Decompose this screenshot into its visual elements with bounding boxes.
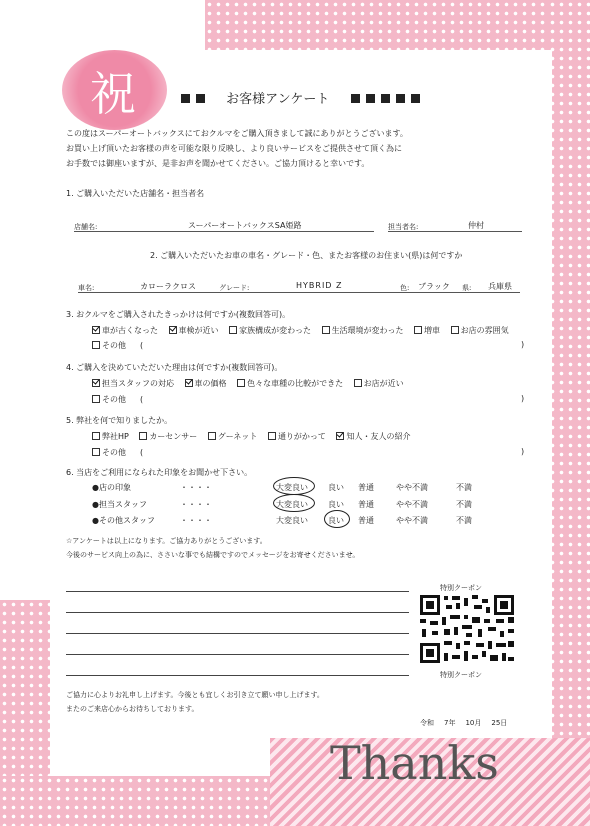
checkbox-icon — [414, 326, 422, 334]
date-era: 令和 — [420, 719, 434, 727]
option-label: 車の価格 — [194, 379, 227, 388]
option-label: 車が古くなった — [102, 326, 158, 335]
option-label: 色々な車種の比較ができた — [247, 379, 344, 388]
checkbox-icon — [92, 395, 100, 403]
rating-row-label: ●店の印象 — [92, 483, 131, 492]
checkbox-icon — [208, 432, 216, 440]
rating-option[interactable]: 良い — [328, 500, 344, 509]
option-label: 通りがかって — [277, 432, 326, 441]
rating-option[interactable]: やや不満 — [396, 483, 428, 492]
q3-paren-close: ) — [521, 340, 525, 349]
option[interactable] — [268, 432, 326, 441]
date-day: 25日 — [491, 719, 508, 727]
message-line[interactable] — [66, 612, 409, 613]
checkbox-checked-icon — [185, 379, 193, 387]
message-line[interactable] — [66, 633, 409, 634]
rating-option[interactable]: 大変良い — [276, 483, 308, 492]
staff-label: 担当者名: — [388, 223, 419, 231]
date-month: 10月 — [465, 719, 482, 727]
thanks-text: Thanks — [330, 736, 499, 790]
end-note: ☆アンケートは以上になります。ご協力ありがとうございます。 — [66, 537, 267, 545]
message-line[interactable] — [66, 654, 409, 655]
option[interactable] — [92, 326, 158, 335]
checkbox-checked-icon — [92, 326, 100, 334]
shop-label: 店舗名: — [74, 223, 98, 231]
option-label: お店が近い — [363, 379, 404, 388]
option[interactable] — [185, 379, 227, 388]
checkbox-icon — [229, 326, 237, 334]
selected-rating-circle — [273, 477, 315, 495]
q5-options — [92, 431, 418, 442]
checkbox-icon — [237, 379, 245, 387]
selected-rating-circle — [324, 510, 350, 528]
other-label: その他 — [102, 341, 126, 350]
rating-option[interactable]: 不満 — [456, 516, 472, 525]
car-label: 車名: — [78, 284, 95, 292]
checkbox-icon — [354, 379, 362, 387]
option[interactable] — [139, 432, 197, 441]
option-label: 家族構成が変わった — [239, 326, 312, 335]
square-icon — [411, 94, 420, 103]
square-icon — [181, 94, 190, 103]
intro-line-3: お手数では御座いますが、是非お声を聞かせてください。ご協力頂けると幸いです。 — [66, 159, 370, 168]
checkbox-icon — [92, 341, 100, 349]
q5-paren-close: ) — [521, 447, 525, 456]
option-label: 知人・友人の紹介 — [346, 432, 411, 441]
coupon-label-top: 特別クーポン — [440, 584, 482, 592]
paren-open: ( — [140, 341, 144, 350]
q1-title: 1. ご購入いただいた店舗名・担当者名 — [66, 189, 205, 198]
q5-title: 5. 弊社を何で知りましたか。 — [66, 416, 173, 425]
option[interactable] — [237, 379, 343, 388]
rating-row-label: ●その他スタッフ — [92, 516, 155, 525]
q3-title: 3. おクルマをご購入されたきっかけは何ですか(複数回答可)。 — [66, 310, 291, 319]
option[interactable] — [229, 326, 311, 335]
dots: ・・・・ — [180, 483, 212, 492]
checkbox-icon — [451, 326, 459, 334]
square-icon — [381, 94, 390, 103]
option-label: 弊社HP — [102, 432, 129, 441]
rating-option[interactable]: やや不満 — [396, 516, 428, 525]
page-title: お客様アンケート — [226, 92, 330, 107]
pref-label: 県: — [462, 284, 472, 292]
q4-paren-close: ) — [521, 394, 525, 403]
rating-option[interactable]: 良い — [328, 483, 344, 492]
grade-value: HYBRID Z — [296, 281, 343, 290]
option[interactable] — [322, 326, 404, 335]
checkbox-checked-icon — [92, 379, 100, 387]
staff-value: 仲村 — [468, 221, 484, 230]
checkbox-icon — [322, 326, 330, 334]
message-request: 今後のサービス向上の為に、ささいな事でも結構ですのでメッセージをお寄せくださいませ。 — [66, 551, 360, 559]
grade-label: グレード: — [219, 284, 250, 292]
badge-text: 祝 — [90, 67, 136, 121]
rating-option[interactable]: 普通 — [358, 483, 374, 492]
q4-options — [92, 378, 412, 389]
checkbox-icon — [139, 432, 147, 440]
option[interactable] — [169, 326, 219, 335]
option-label: お店の雰囲気 — [460, 326, 509, 335]
other-label: その他 — [102, 448, 126, 457]
paren-open: ( — [140, 395, 144, 404]
rating-option[interactable]: 不満 — [456, 483, 472, 492]
coupon-label-bottom: 特別クーポン — [440, 671, 482, 679]
date-year: 7年 — [444, 719, 456, 727]
rating-scale-row — [276, 515, 472, 526]
closing-line-1: ご協力に心よりお礼申し上げます。今後とも宜しくお引き立て願い申し上げます。 — [66, 691, 324, 699]
dots: ・・・・ — [180, 500, 212, 509]
staff-underline — [388, 231, 522, 232]
rating-option[interactable]: 良い — [328, 516, 344, 525]
rating-option[interactable]: 不満 — [456, 500, 472, 509]
date — [420, 718, 507, 728]
checkbox-checked-icon — [169, 326, 177, 334]
option[interactable] — [92, 379, 174, 388]
pink-dot-background-right — [548, 0, 590, 826]
shop-underline — [74, 231, 374, 232]
checkbox-icon — [268, 432, 276, 440]
dots: ・・・・ — [180, 516, 212, 525]
option[interactable] — [92, 432, 129, 441]
rating-option[interactable]: 普通 — [358, 516, 374, 525]
other-label: その他 — [102, 395, 126, 404]
option-label: 車検が近い — [178, 326, 219, 335]
message-line[interactable] — [66, 675, 409, 676]
square-icon — [366, 94, 375, 103]
message-line[interactable] — [66, 591, 409, 592]
q3-other[interactable] — [92, 340, 143, 351]
closing-line-2: またのご来店心からお待ちしております。 — [66, 705, 199, 713]
q6-title: 6. 当店をご利用になられた印象をお聞かせ下さい。 — [66, 468, 253, 477]
rating-option[interactable]: 大変良い — [276, 516, 308, 525]
q4-title: 4. ご購入を決めていただいた理由は何ですか(複数回答可)。 — [66, 363, 283, 372]
square-icon — [196, 94, 205, 103]
q5-other[interactable] — [92, 447, 143, 458]
q3-options — [92, 325, 517, 336]
qr-code-icon[interactable] — [418, 593, 516, 665]
checkbox-checked-icon — [336, 432, 344, 440]
pref-value: 兵庫県 — [488, 282, 512, 291]
checkbox-icon — [92, 432, 100, 440]
option[interactable] — [336, 432, 410, 441]
rating-option[interactable]: やや不満 — [396, 500, 428, 509]
option-label: 増車 — [424, 326, 441, 335]
intro-line-2: お買い上げ頂いたお客様の声を可能な限り反映し、より良いサービスをご提供させて頂く為に — [66, 144, 402, 153]
intro-line-1: この度はスーパーオートバックスにておクルマをご購入頂きまして誠にありがとうございます。 — [66, 129, 408, 138]
square-icon — [351, 94, 360, 103]
option[interactable] — [354, 379, 404, 388]
q4-other[interactable] — [92, 394, 143, 405]
car-value: カローラクロス — [140, 282, 196, 291]
option[interactable] — [414, 326, 440, 335]
title-bar — [178, 88, 423, 107]
car-underline — [78, 292, 520, 293]
option-label: カーセンサー — [149, 432, 198, 441]
rating-row-label: ●担当スタッフ — [92, 500, 147, 509]
paren-open: ( — [140, 448, 144, 457]
shop-value: スーパーオートバックスSA姫路 — [188, 221, 302, 230]
rating-option[interactable]: 大変良い — [276, 500, 308, 509]
option-label: 生活環境が変わった — [331, 326, 404, 335]
option-label: グーネット — [217, 432, 258, 441]
option[interactable] — [451, 326, 509, 335]
rating-option[interactable]: 普通 — [358, 500, 374, 509]
selected-rating-circle — [273, 494, 315, 512]
color-label: 色: — [400, 284, 410, 292]
checkbox-icon — [92, 448, 100, 456]
q2-title: 2. ご購入いただいたお車の車名・グレード・色、またお客様のお住まい(県)は何ですか — [150, 251, 463, 260]
option-label: 担当スタッフの対応 — [102, 379, 174, 388]
option[interactable] — [208, 432, 258, 441]
square-icon — [396, 94, 405, 103]
color-value: ブラック — [418, 282, 450, 291]
